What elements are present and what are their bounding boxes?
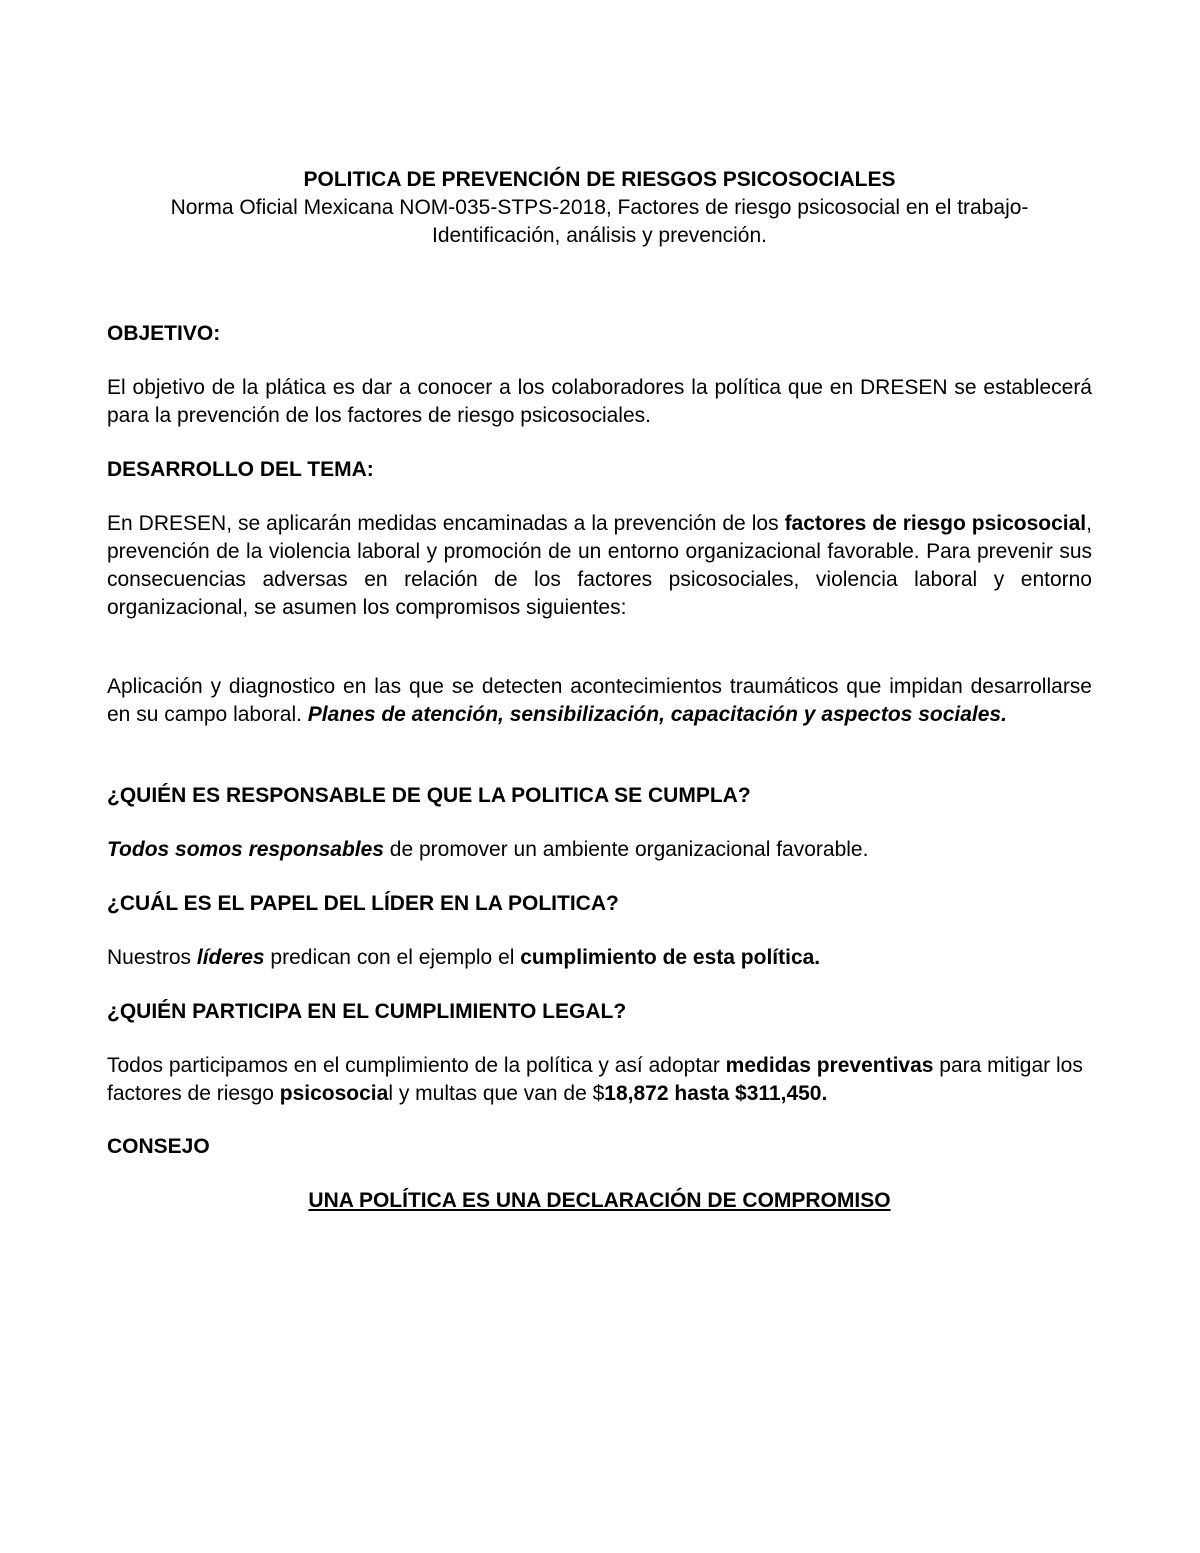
document-page (107, 0, 1092, 1553)
lider-text-c: predican con el ejemplo el (264, 946, 521, 969)
responsable-paragraph (107, 836, 1092, 864)
lider-paragraph (107, 944, 1092, 972)
desarrollo-p2-text-a: Aplicación y diagnostico en las que se detecten acontecimientos traumáticos que impidan desarrollarse en su campo laboral. (107, 675, 1092, 726)
responsable-bold-italic: Todos somos responsables (107, 838, 384, 861)
lider-heading: ¿CUÁL ES EL PAPEL DEL LÍDER EN LA POLITICA? (107, 892, 619, 915)
title-block (107, 166, 1092, 250)
objetivo-heading: OBJETIVO: (107, 322, 221, 345)
legal-heading: ¿QUIÉN PARTICIPA EN EL CUMPLIMIENTO LEGAL? (107, 1000, 627, 1023)
document-subtitle: Norma Oficial Mexicana NOM-035-STPS-2018, Factores de riesgo psicosocial en el trabajo- Identificación, análisis y prevención. (170, 196, 1029, 247)
responsable-text: de promover un ambiente organizacional favorable. (383, 838, 869, 861)
legal-text-a: Todos participamos en el cumplimiento de la política y así adoptar (107, 1054, 726, 1077)
desarrollo-p1-text-c: , prevención de la violencia laboral y promoción de un entorno organizacional favorable. Para prevenir sus consecuencias adversas en relación de los factores psicosociales, violencia laboral y entorno organizacional, se asumen los compromisos siguientes: (107, 512, 1092, 619)
consejo-heading: CONSEJO (107, 1135, 210, 1158)
lider-text-a: Nuestros (107, 946, 197, 969)
consejo-statement: UNA POLÍTICA ES UNA DECLARACIÓN DE COMPROMISO (308, 1189, 891, 1212)
desarrollo-heading: DESARROLLO DEL TEMA: (107, 458, 374, 481)
legal-text-c: para mitigar los factores de riesgo (107, 1054, 1083, 1105)
desarrollo-p2-bold-italic: Planes de atención, sensibilización, capacitación y aspectos sociales. (307, 703, 1007, 726)
desarrollo-p1-bold: factores de riesgo psicosocial (784, 512, 1087, 535)
legal-paragraph (107, 1052, 1092, 1108)
desarrollo-p1-text-a: En DRESEN, se aplicarán medidas encaminadas a la prevención de los (107, 512, 785, 535)
legal-bold-measures: medidas preventivas (725, 1054, 934, 1077)
objetivo-paragraph: El objetivo de la plática es dar a conocer a los colaboradores la política que en DRESEN se establecerá para la prevención de los factores de riesgo psicosociales. (107, 376, 1092, 427)
legal-bold-psicosocial: psicosocia (279, 1082, 389, 1105)
legal-bold-amounts: 18,872 hasta $311,450. (604, 1082, 828, 1105)
desarrollo-paragraph-2 (107, 673, 1092, 729)
legal-text-e: l y multas que van de $ (388, 1082, 605, 1105)
desarrollo-paragraph-1 (107, 510, 1092, 622)
lider-bold-italic: líderes (196, 946, 265, 969)
responsable-heading: ¿QUIÉN ES RESPONSABLE DE QUE LA POLITICA SE CUMPLA? (107, 784, 751, 807)
document-title: POLITICA DE PREVENCIÓN DE RIESGOS PSICOSOCIALES (303, 168, 896, 191)
lider-bold: cumplimiento de esta política. (520, 946, 821, 969)
